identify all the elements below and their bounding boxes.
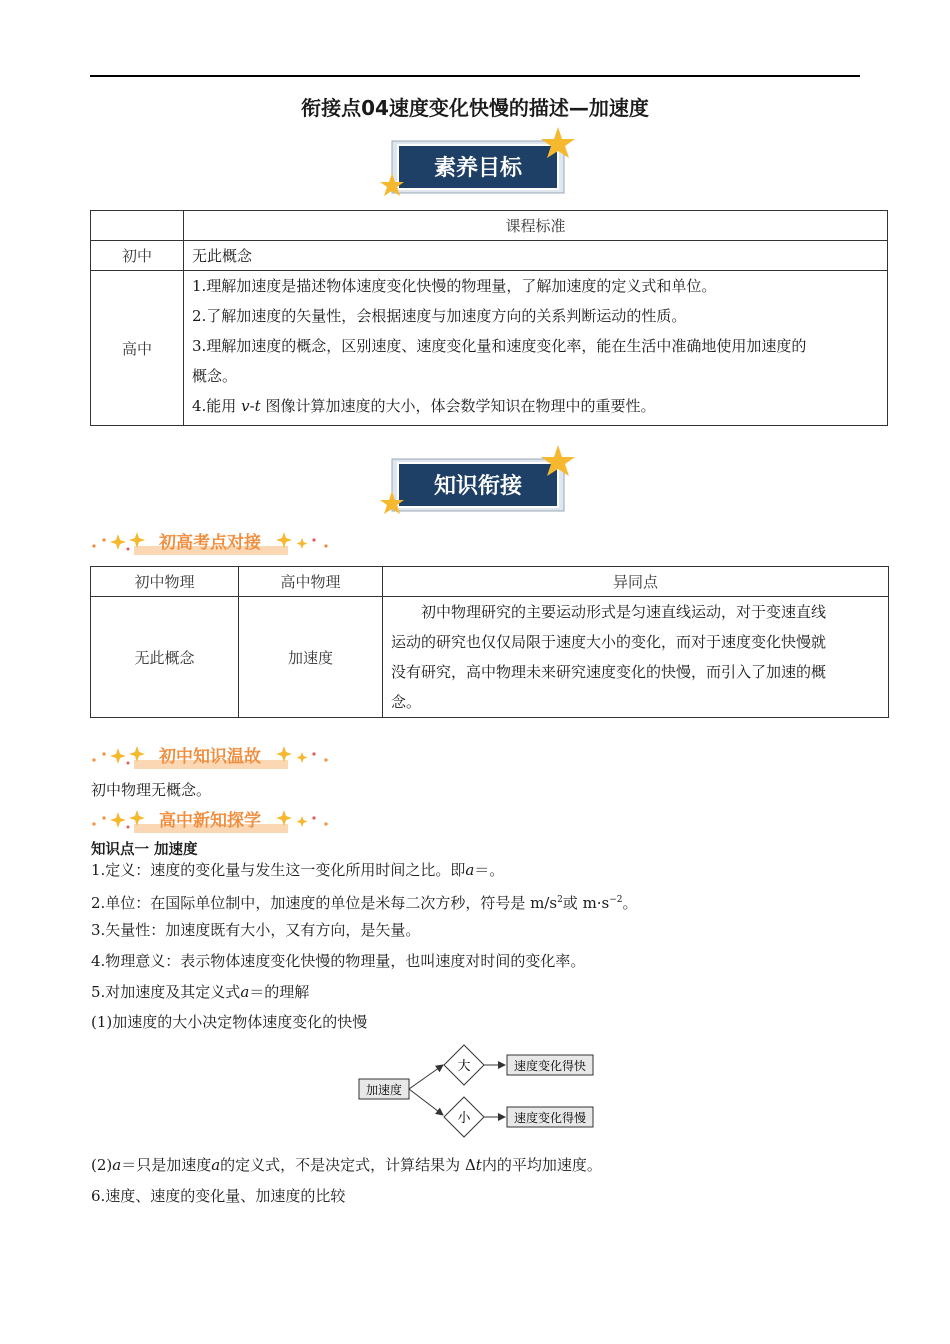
- banner-label: 素养目标: [433, 156, 523, 181]
- list-item: 4.能用 v-t 图像计算加速度的大小，体会数学知识在物理中的重要性。: [192, 397, 656, 415]
- table-header: 高中物理: [239, 567, 383, 597]
- svg-text:小: 小: [457, 1111, 471, 1126]
- junior-note: 初中物理无概念。: [91, 781, 212, 799]
- list-item: 运动的研究也仅仅局限于速度大小的变化，而对于速度变化快慢就: [391, 633, 827, 651]
- knowledge-bridge-banner: [380, 443, 580, 521]
- sparkle-icon: [276, 810, 292, 826]
- row-label-senior: 高中: [91, 271, 184, 426]
- list-item: 概念。: [192, 367, 238, 385]
- svg-text:初高考点对接: 初高考点对接: [159, 533, 261, 553]
- section-header-junior-review: [88, 740, 333, 776]
- banner-label: 知识衔接: [433, 474, 523, 499]
- list-item: 没有研究，高中物理未来研究速度变化的快慢，而引入了加速的概: [391, 663, 827, 681]
- svg-text:加速度: 加速度: [365, 1083, 403, 1097]
- kp-definition: 1.定义：速度的变化量与发生这一变化所用时间之比。即a＝。: [91, 861, 505, 879]
- sparkle-icon: [129, 746, 145, 762]
- sparkle-icon: [297, 816, 308, 827]
- curriculum-table: [90, 210, 888, 426]
- header-rule: [90, 75, 860, 77]
- kp-unit: 2.单位：在国际单位制中，加速度的单位是米每二次方秒，符号是 $m/s^2$或 $m\cdot s^{-2}$。: [91, 894, 638, 912]
- sparkle-icon: [129, 532, 145, 548]
- table-cell: 加速度: [239, 597, 383, 718]
- row-label-junior: 初中: [91, 241, 184, 271]
- list-item: 初中物理研究的主要运动形式是匀速直线运动，对于变速直线: [421, 603, 827, 621]
- kp-vector: 3.矢量性：加速度既有大小，又有方向，是矢量。: [91, 921, 421, 939]
- kp-meaning: 4.物理意义：表示物体速度变化快慢的物理量，也叫速度对时间的变化率。: [91, 952, 586, 970]
- comparison-table: [90, 566, 889, 718]
- page-title: 衔接点04速度变化快慢的描述—加速度: [301, 96, 649, 120]
- sparkle-icon: [110, 534, 126, 550]
- kp-definition-note: (2)a＝只是加速度a的定义式，不是决定式，计算结果为 Δt内的平均加速度。: [91, 1156, 602, 1174]
- kp-comparison: 6.速度、速度的变化量、加速度的比较: [91, 1187, 346, 1205]
- sparkle-icon: [110, 748, 126, 764]
- kp-understanding: 5.对加速度及其定义式a＝的理解: [91, 983, 310, 1001]
- list-item: 3.理解加速度的概念，区别速度、速度变化量和速度变化率，能在生活中准确地使用加速度的: [192, 337, 807, 355]
- kp-heading: 知识点一 加速度: [91, 842, 198, 858]
- list-item: 念。: [391, 693, 422, 711]
- table-cell: [184, 271, 888, 426]
- svg-text:大: 大: [457, 1059, 471, 1074]
- table-header: 初中物理: [91, 567, 239, 597]
- acceleration-flow-diagram: [355, 1043, 605, 1143]
- table-cell: [383, 597, 889, 718]
- sparkle-icon: [110, 812, 126, 828]
- kp-magnitude: (1)加速度的大小决定物体速度变化的快慢: [91, 1013, 368, 1031]
- sparkle-icon: [297, 752, 308, 763]
- section-header-junior-senior: [88, 526, 333, 562]
- sparkle-icon: [129, 810, 145, 826]
- table-cell: 无此概念: [91, 597, 239, 718]
- svg-text:初中知识温故: 初中知识温故: [159, 747, 261, 767]
- section-header-senior-new: [88, 804, 333, 840]
- list-item: 1.理解加速度是描述物体速度变化快慢的物理量，了解加速度的定义式和单位。: [192, 277, 717, 295]
- sparkle-icon: [297, 538, 308, 549]
- svg-text:速度变化得慢: 速度变化得慢: [513, 1111, 587, 1125]
- sparkle-icon: [276, 746, 292, 762]
- sparkle-icon: [276, 532, 292, 548]
- table-header: 异同点: [383, 567, 889, 597]
- svg-text:高中新知探学: 高中新知探学: [159, 811, 261, 831]
- table-cell: 无此概念: [184, 241, 888, 271]
- table-header: 课程标准: [184, 211, 888, 241]
- literacy-goals-banner: [380, 125, 580, 203]
- list-item: 2.了解加速度的矢量性，会根据速度与加速度方向的关系判断运动的性质。: [192, 307, 687, 325]
- svg-text:速度变化得快: 速度变化得快: [513, 1059, 587, 1073]
